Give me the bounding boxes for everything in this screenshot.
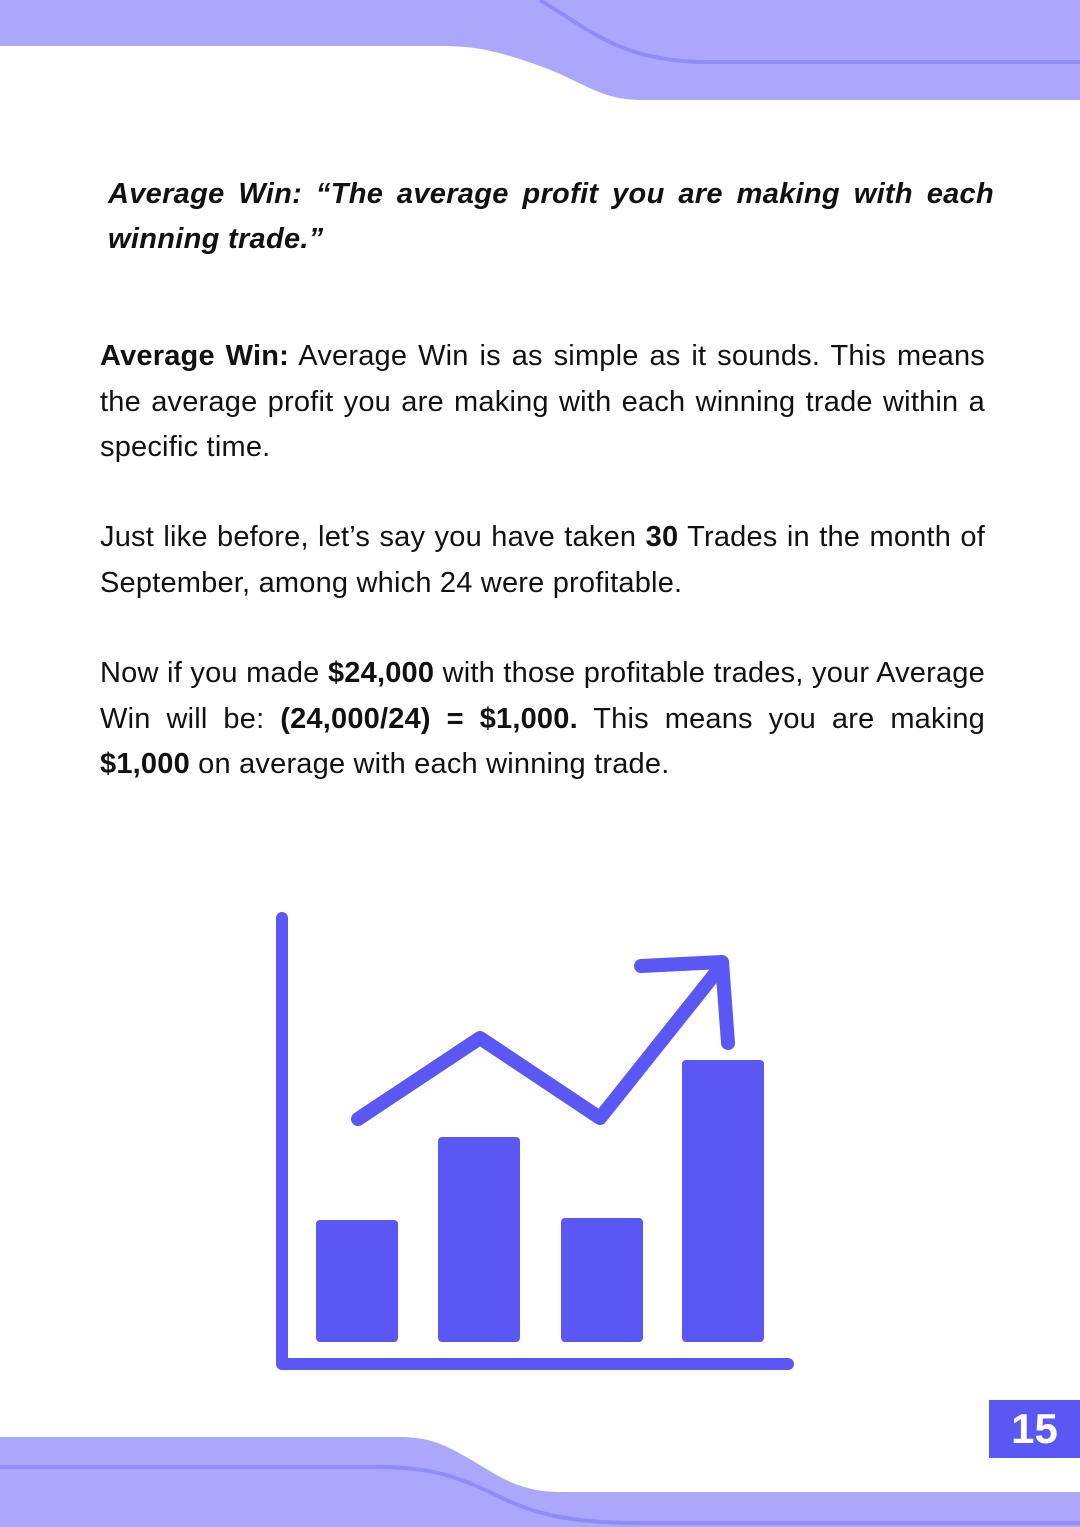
definition-quote	[108, 172, 994, 262]
calc-text-3: This means you are making	[593, 702, 986, 735]
paragraph-text: Average Win is as simple as it sounds. This means the average profit you are making with each winning trade within a specific time.	[100, 340, 985, 463]
calc-text-2: with those profitable trades, your Average Win will be:	[100, 657, 985, 735]
top-decorative-band	[0, 0, 1080, 100]
growth-bar-chart-arrow-icon	[260, 900, 820, 1390]
trend-line	[358, 970, 718, 1119]
total-profit-value: $24,000	[327, 657, 435, 689]
bar-2	[438, 1137, 520, 1342]
paragraph-average-win	[100, 334, 985, 471]
average-win-value: $1,000	[100, 748, 190, 780]
calc-text-1: Now if you made	[100, 657, 320, 689]
trades-count: 30	[645, 521, 679, 553]
bottom-decorative-band	[0, 1437, 1080, 1527]
paragraph-calculation	[100, 651, 985, 788]
bar-4	[682, 1060, 764, 1342]
bar-3	[561, 1218, 643, 1342]
paragraph-term: Average Win:	[100, 340, 290, 372]
definition-term: Average Win:	[108, 178, 303, 210]
definition-text: “The average profit you are making with each winning trade.”	[108, 178, 994, 255]
calc-text-4: on average with each winning trade.	[198, 748, 670, 780]
page-number: 15	[989, 1400, 1080, 1458]
paragraph-example	[100, 515, 985, 606]
average-win-formula: (24,000/24) = $1,000.	[280, 702, 578, 735]
bar-1	[316, 1220, 398, 1342]
example-text-before: Just like before, let’s say you have taken	[100, 521, 637, 553]
example-text-after: Trades in the month of September, among which 24 were profitable.	[100, 521, 986, 599]
